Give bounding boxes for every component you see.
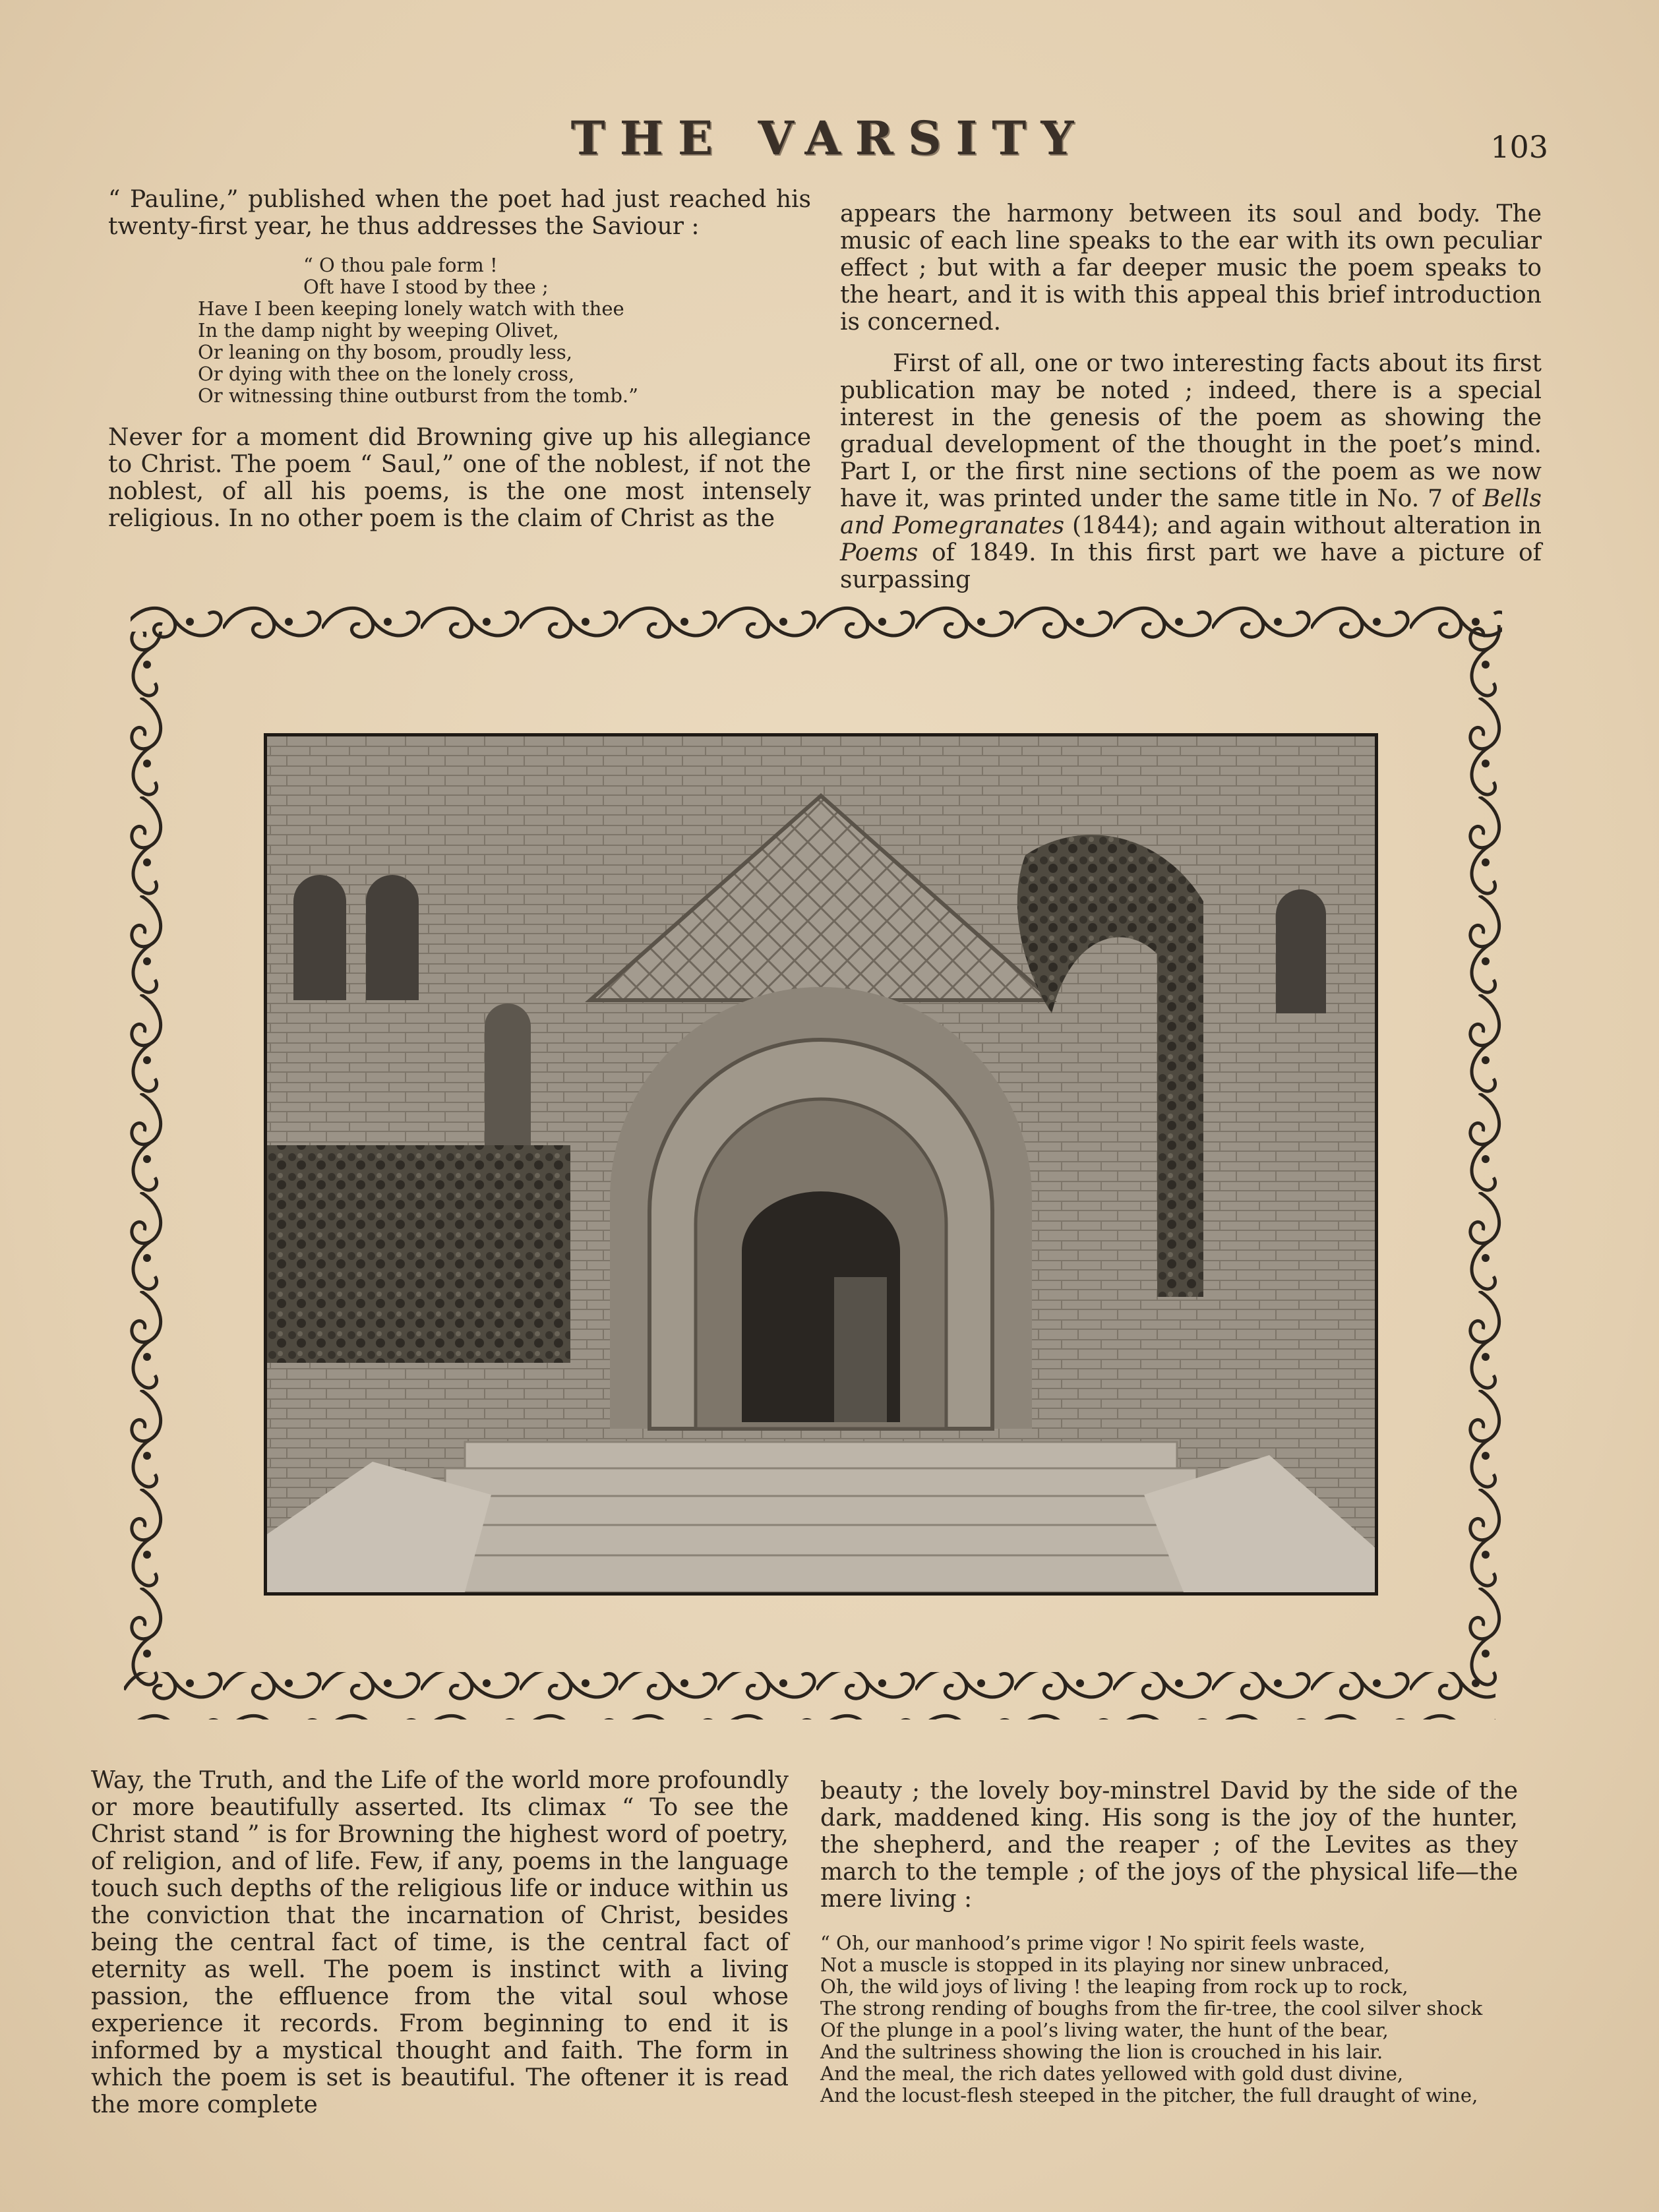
david-paragraph: beauty ; the lovely boy-minstrel David by the side of the dark, maddened king. His song is the joy of the hunter, the shepherd, and the reaper ; of the Levites as they march to the temple ; of the joys of the physical life—the mere living : bbox=[820, 1778, 1518, 1913]
poem-line: “ Oh, our manhood’s prime vigor ! No spirit feels waste, bbox=[820, 1932, 1366, 1954]
top-right-column bbox=[840, 200, 1542, 608]
poem-line: Of the plunge in a pool’s living water, the hunt of the bear, bbox=[820, 2019, 1389, 2041]
masthead-title: THE VARSITY bbox=[570, 111, 1089, 165]
poem-line: And the locust-flesh steeped in the pitcher, the full draught of wine, bbox=[820, 2084, 1478, 2107]
pauline-intro: “ Pauline,” published when the poet had just reached his twenty-first year, he thus addresses the Saviour : bbox=[108, 186, 811, 240]
climax-paragraph: Way, the Truth, and the Life of the world more profoundly or more beautifully asserted. Its climax “ To see the Christ stand ” is for Browning the highest word of poetry, of religion, and of life. Few, if any, poems in the language touch such depths of the religious life or induce within us the conviction that the incarnation of Christ, besides being the central fact of time, is the central fact of eternity as well. The poem is instinct with a living passion, the effluence from the vital soul whose experience it records. From beginning to end it is informed by a mystical thought and faith. The form in which the poem is set is beautiful. The oftener it is read the more complete bbox=[91, 1767, 789, 2118]
page-number: 103 bbox=[1490, 129, 1548, 165]
harmony-paragraph: appears the harmony between its soul and body. The music of each line speaks to the ear with its own peculiar effect ; but with a far deeper music the poem speaks to the heart, and it is with this appeal this brief introduction is concerned. bbox=[840, 200, 1542, 336]
poem-line: And the sultriness showing the lion is crouched in his lair. bbox=[820, 2041, 1383, 2063]
photo-drawing bbox=[267, 736, 1375, 1592]
building-entrance-photo bbox=[264, 733, 1378, 1596]
poem-line: Oft have I stood by thee ; bbox=[303, 276, 549, 298]
poem-line: Oh, the wild joys of living ! the leaping from rock up to rock, bbox=[820, 1975, 1408, 1998]
poem-line: Not a muscle is stopped in its playing nor sinew unbraced, bbox=[820, 1954, 1390, 1976]
poem-line: Or dying with thee on the lonely cross, bbox=[198, 363, 575, 385]
bottom-left-column bbox=[91, 1767, 789, 2133]
publication-paragraph: First of all, one or two interesting facts about its first publication may be noted ; indeed, there is a special interest in the genesis of the poem as showing the gradual development of the thought in the poet’s mind. Part I, or the first nine sections of the poem as we now have it, was printed under the same title in No. 7 of Bells and Pomegranates (1844); and again without alteration in Poems of 1849. In this first part we have a picture of surpassing bbox=[840, 350, 1542, 593]
title-bells-and-pomegranates: Bells and Pomegranates bbox=[840, 485, 1542, 539]
poem-line: Have I been keeping lonely watch with thee bbox=[198, 297, 624, 320]
poem-line: “ O thou pale form ! bbox=[303, 254, 498, 276]
poem-line: In the damp night by weeping Olivet, bbox=[198, 319, 559, 342]
poem-line: Or witnessing thine outburst from the tomb.” bbox=[198, 384, 638, 407]
saul-paragraph: Never for a moment did Browning give up his allegiance to Christ. The poem “ Saul,” one of the noblest, if not the noblest, of all his poems, is the one most intensely religious. In no other poem is the claim of Christ as the bbox=[108, 424, 811, 532]
poem-line: The strong rending of boughs from the fir-tree, the cool silver shock bbox=[820, 1997, 1483, 2019]
bottom-right-column bbox=[820, 1778, 1518, 2107]
top-left-column bbox=[108, 186, 811, 547]
poem-line: Or leaning on thy bosom, proudly less, bbox=[198, 341, 573, 363]
poem-line: And the meal, the rich dates yellowed with gold dust divine, bbox=[820, 2062, 1404, 2085]
title-poems: Poems bbox=[840, 539, 919, 566]
saul-poem bbox=[820, 1932, 1518, 2107]
pauline-poem bbox=[198, 254, 811, 407]
